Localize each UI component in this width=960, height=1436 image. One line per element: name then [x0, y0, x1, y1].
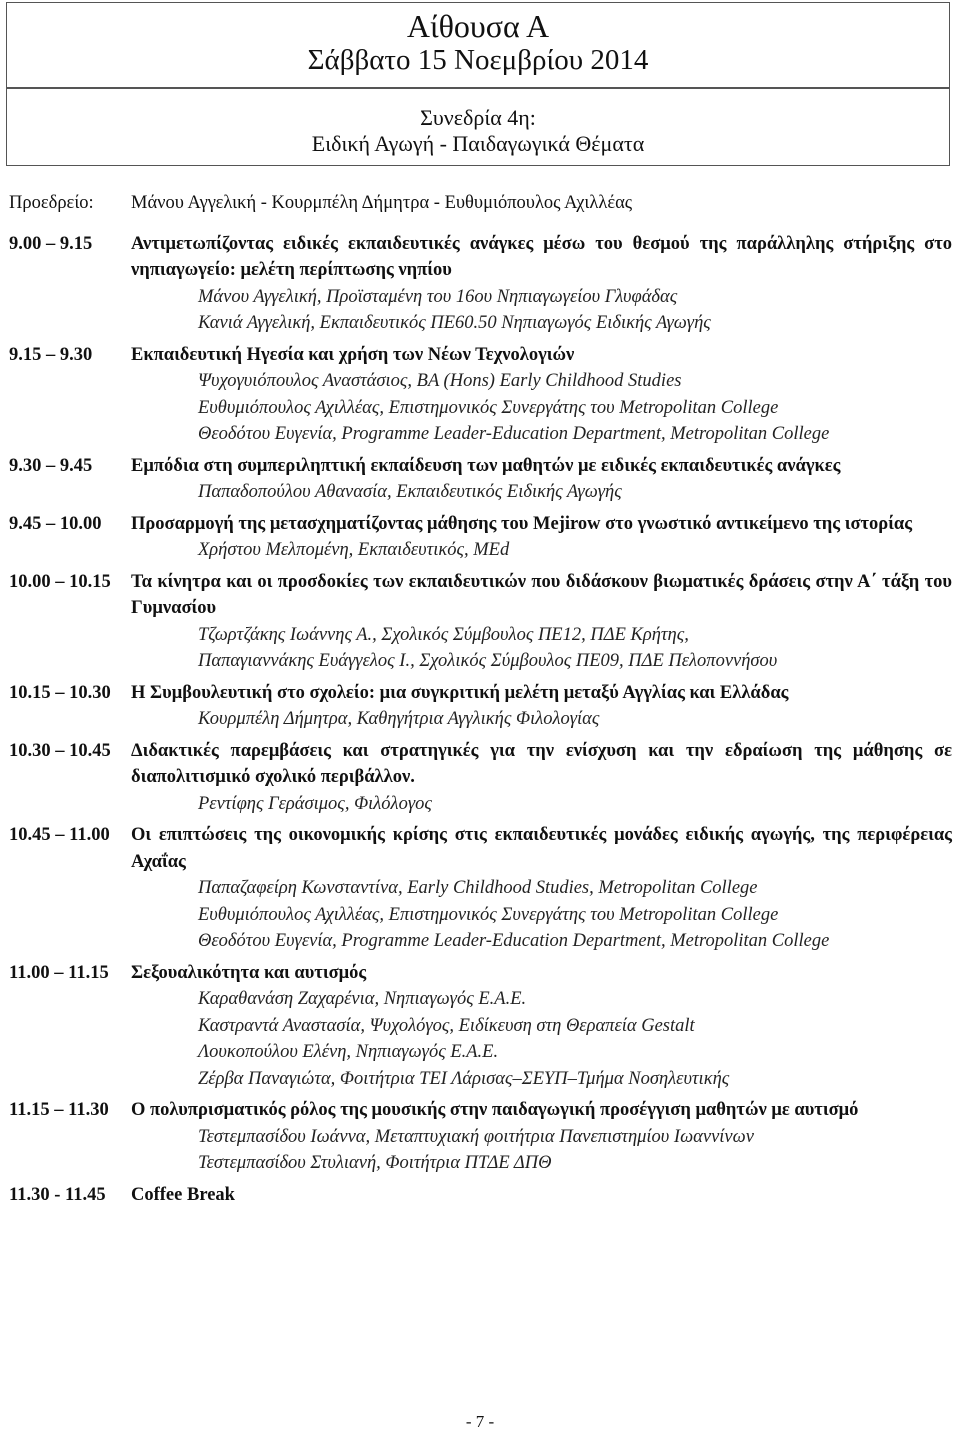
- program-title: Αντιμετωπίζοντας ειδικές εκπαιδευτικές ανάγκες μέσω του θεσμού της παράλληλης στήριξης στο νηπιαγωγείο: μελέτη περίπτωσης νηπίου: [131, 233, 952, 280]
- program-item: [0, 453, 960, 506]
- program-author: Ψυχογυιόπουλος Αναστάσιος, BA (Hons) Early Childhood Studies: [198, 371, 682, 391]
- program-time: 9.15 – 9.30: [9, 344, 93, 365]
- program-author: Παπαγιαννάκης Ευάγγελος Ι., Σχολικός Σύμβουλος ΠΕ09, ΠΔΕ Πελοποννήσου: [198, 651, 778, 671]
- chairs-names: Μάνου Αγγελική - Κουρμπέλη Δήμητρα - Ευθυμιόπουλος Αχιλλέας: [131, 193, 633, 213]
- program-time: 10.00 – 10.15: [9, 571, 111, 592]
- program-author: Τζωρτζάκης Ιωάννης Α., Σχολικός Σύμβουλος ΠΕ12, ΠΔΕ Κρήτης,: [198, 624, 689, 645]
- program-title: Η Συμβουλευτική στο σχολείο: μια συγκριτική μελέτη μεταξύ Αγγλίας και Ελλάδας: [131, 682, 789, 703]
- program-item-break: [0, 1182, 960, 1209]
- program-title: Εκπαιδευτική Ηγεσία και χρήση των Νέων Τεχνολογιών: [131, 344, 575, 365]
- program-item: [0, 231, 960, 337]
- program-item: [0, 960, 960, 1093]
- page-number: - 7 -: [465, 1412, 495, 1431]
- program-time: 9.00 – 9.15: [9, 233, 93, 254]
- session-header-box: [6, 88, 950, 166]
- chairs-row: [0, 190, 960, 217]
- program-author: Μάνου Αγγελική, Προϊσταμένη του 16ου Νηπιαγωγείου Γλυφάδας: [198, 286, 678, 307]
- program-title: Εμπόδια στη συμπεριληπτική εκπαίδευση των μαθητών με ειδικές εκπαιδευτικές ανάγκες: [131, 455, 841, 476]
- program-item: [0, 1097, 960, 1177]
- program-author: Παπαζαφείρη Κωνσταντίνα, Early Childhood Studies, Metropolitan College: [198, 878, 758, 898]
- program-author: Θεοδότου Ευγενία, Programme Leader-Education Department, Metropolitan College: [198, 424, 830, 444]
- program-author: Καραθανάση Ζαχαρένια, Νηπιαγωγός Ε.Α.Ε.: [198, 989, 527, 1009]
- program-time: 11.30 - 11.45: [9, 1184, 106, 1205]
- program-author: Τεστεμπασίδου Ιωάννα, Μεταπτυχιακή φοιτήτρια Πανεπιστημίου Ιωαννίνων: [198, 1126, 754, 1147]
- program-time: 11.00 – 11.15: [9, 962, 109, 983]
- hall-name: Αίθουσα Α: [406, 8, 550, 44]
- program-title: Τα κίνητρα και οι προσδοκίες των εκπαιδευτικών που διδάσκουν βιωματικές δράσεις στην Α΄ τάξη του Γυμνασίου: [131, 571, 952, 618]
- program-time: 9.45 – 10.00: [9, 513, 102, 534]
- program-time: 10.30 – 10.45: [9, 740, 111, 761]
- session-number: Συνεδρία 4η:: [420, 105, 536, 130]
- program-item: [0, 822, 960, 955]
- program-item: [0, 680, 960, 733]
- program-author: Τεστεμπασίδου Στυλιανή, Φοιτήτρια ΠΤΔΕ ΔΠΘ: [198, 1153, 552, 1173]
- program-title: Προσαρμογή της μετασχηματίζοντας μάθησης του Mejirow στο γνωστικό αντικείμενο της ιστορίας: [131, 513, 913, 534]
- program-author: Θεοδότου Ευγενία, Programme Leader-Education Department, Metropolitan College: [198, 931, 830, 951]
- program-time: 10.45 – 11.00: [9, 825, 110, 845]
- program-time: 9.30 – 9.45: [9, 455, 93, 476]
- program-title: Διδακτικές παρεμβάσεις και στρατηγικές για την ενίσχυση και την εδραίωση της μάθησης σε διαπολιτισμικό σχολικό περιβάλλον.: [131, 740, 952, 787]
- program-item: [0, 738, 960, 818]
- hall-header-box: [6, 2, 950, 88]
- program-author: Κουρμπέλη Δήμητρα, Καθηγήτρια Αγγλικής Φιλολογίας: [198, 709, 600, 729]
- program-author: Λουκοπούλου Ελένη, Νηπιαγωγός Ε.Α.Ε.: [198, 1042, 499, 1062]
- program-author: Ευθυμιόπουλος Αχιλλέας, Επιστημονικός Συνεργάτης του Metropolitan College: [198, 904, 779, 925]
- program-list: [0, 190, 960, 1208]
- program-title: Ο πολυπρισματικός ρόλος της μουσικής στην παιδαγωγική προσέγγιση μαθητών με αυτισμό: [131, 1100, 859, 1120]
- program-author: Ευθυμιόπουλος Αχιλλέας, Επιστημονικός Συνεργάτης του Metropolitan College: [198, 397, 779, 418]
- program-title: Coffee Break: [131, 1184, 235, 1205]
- program-item: [0, 342, 960, 448]
- program-author: Κανιά Αγγελική, Εκπαιδευτικός ΠΕ60.50 Νηπιαγωγός Ειδικής Αγωγής: [198, 313, 711, 333]
- event-date: Σάββατο 15 Νοεμβρίου 2014: [307, 44, 649, 76]
- program-author: Καστραντά Αναστασία, Ψυχολόγος, Ειδίκευση στη Θεραπεία Gestalt: [198, 1015, 695, 1036]
- program-item: [0, 511, 960, 564]
- program-author: Ρεντίφης Γεράσιμος, Φιλόλογος: [198, 793, 432, 814]
- chairs-label: Προεδρείο:: [9, 193, 94, 213]
- program-author: Παπαδοπούλου Αθανασία, Εκπαιδευτικός Ειδικής Αγωγής: [198, 482, 622, 502]
- program-time: 10.15 – 10.30: [9, 682, 111, 703]
- program-item: [0, 569, 960, 675]
- program-author: Ζέρβα Παναγιώτα, Φοιτήτρια ΤΕΙ Λάρισας–ΣΕΥΠ–Τμήμα Νοσηλευτικής: [198, 1068, 730, 1089]
- program-time: 11.15 – 11.30: [9, 1100, 109, 1120]
- program-author: Χρήστου Μελπομένη, Εκπαιδευτικός, MEd: [198, 540, 510, 560]
- program-title: Σεξουαλικότητα και αυτισμός: [131, 962, 367, 983]
- program-title: Οι επιπτώσεις της οικονομικής κρίσης στις εκπαιδευτικές μονάδες ειδικής αγωγής, της περιφέρειας Αχαΐας: [131, 825, 952, 872]
- session-title: Ειδική Αγωγή - Παιδαγωγικά Θέματα: [311, 131, 645, 156]
